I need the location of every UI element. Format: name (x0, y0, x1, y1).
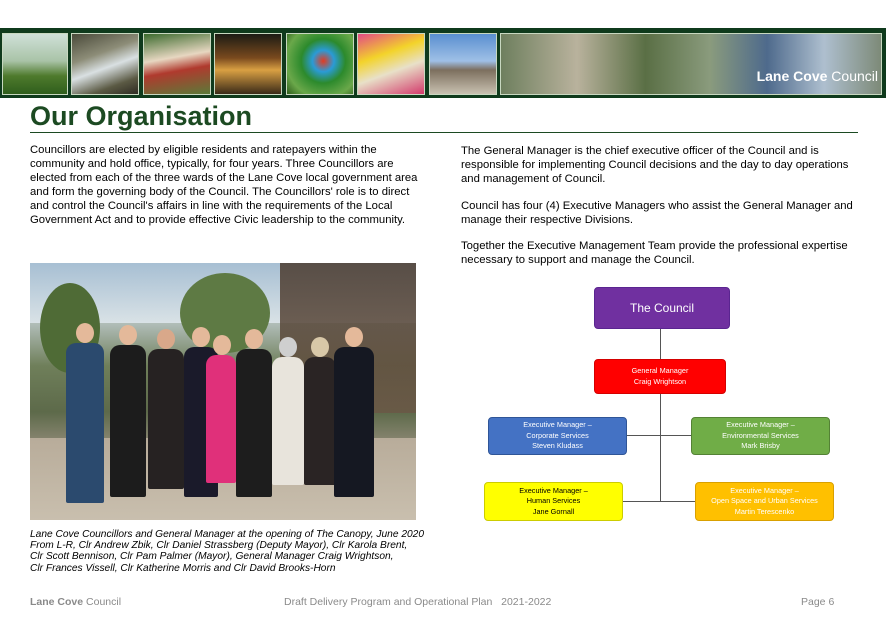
photo-person-head (157, 329, 175, 349)
banner-photo-festival (143, 33, 211, 95)
org-box-label: Jane Gornall (532, 506, 575, 516)
photo-person-head (311, 337, 329, 357)
photo-person-head (192, 327, 210, 347)
org-box-label: Human Services (526, 496, 581, 506)
photo-person (272, 357, 304, 485)
photo-person-head (245, 329, 263, 349)
photo-person (236, 349, 272, 497)
org-box-label: Corporate Services (526, 430, 589, 440)
footer-org-light: Council (86, 596, 122, 608)
footer-org-name (30, 596, 121, 608)
org-box-label: Craig Wrightson (633, 376, 687, 386)
logo-bold-text: Lane Cove (756, 68, 828, 84)
photo-person-head (76, 323, 94, 343)
caption-line: Clr Scott Bennison, Clr Pam Palmer (Mayor), General Manager Craig Wrightson, (30, 551, 394, 563)
banner-photo-river-rocks (71, 33, 139, 95)
org-box-label: Mark Brisby (741, 441, 780, 451)
photo-person-head (279, 337, 297, 357)
photo-caption (30, 529, 430, 574)
general-manager-text (461, 144, 856, 280)
photo-person (334, 347, 374, 497)
footer-page-number: Page 6 (801, 596, 835, 608)
councillors-paragraph: Councillors are elected by eligible residents and ratepayers within the community and hold office, typically, for four years. Three Councillors are elected from each of the three wards of the Lane Cove local government area and form the governing body of the Council. The Councillors' role is to direct and control the Council's affairs in line with the requirements of the Local Government Act and to provide effective Civic leadership to the community. (30, 144, 418, 226)
org-box-label: Steven Kludass (532, 441, 583, 451)
caption-line: Clr Frances Vissell, Clr Katherine Morris and Clr David Brooks-Horn (30, 562, 336, 574)
banner-photo-golf-course (2, 33, 68, 95)
banner-photo-dancer (357, 33, 425, 95)
org-connector-lower (623, 501, 695, 502)
caption-line: From L-R, Clr Andrew Zbik, Clr Daniel Strassberg (Deputy Mayor), Clr Karola Brent, (30, 540, 408, 552)
org-box-label: Martin Terescenko (734, 506, 795, 516)
org-box-human-services (484, 482, 623, 521)
banner-photo-night-market (214, 33, 282, 95)
photo-person-head (345, 327, 363, 347)
footer-document-title (284, 596, 551, 608)
org-box-the-council (594, 287, 730, 329)
org-box-label: The Council (629, 300, 695, 315)
org-box-corporate-services (488, 417, 627, 455)
org-box-label: Open Space and Urban Services (711, 496, 818, 506)
org-connector-upper (627, 435, 691, 436)
executive-team-paragraph: Together the Executive Management Team provide the professional expertise necessary to support and manage the Council. (461, 240, 848, 266)
org-box-label: Executive Manager – (726, 420, 795, 430)
banner-photo-lorikeet (286, 33, 354, 95)
photo-person (66, 343, 104, 503)
org-box-environmental-services (691, 417, 830, 455)
title-divider (30, 132, 858, 133)
footer-years: 2021-2022 (501, 596, 552, 608)
photo-person (148, 349, 184, 489)
footer-doc-title: Draft Delivery Program and Operational Plan (284, 596, 493, 608)
org-box-label: General Manager (631, 366, 689, 375)
photo-person-head (213, 335, 231, 355)
executive-managers-paragraph: Council has four (4) Executive Managers who assist the General Manager and manage their respective Divisions. (461, 199, 853, 226)
photo-person-head (119, 325, 137, 345)
councillors-group-photo (30, 263, 416, 520)
banner-photo-building (429, 33, 497, 95)
page-title: Our Organisation (30, 101, 253, 131)
photo-person (110, 345, 146, 497)
org-box-label: Executive Manager – (730, 485, 799, 495)
org-box-label: Executive Manager – (523, 420, 592, 430)
org-box-open-space-urban-services (695, 482, 834, 521)
photo-person (304, 357, 336, 485)
gm-role-paragraph: The General Manager is the chief executive officer of the Council and is responsible for implementing Council decisions and the day to day operations and management of Council. (461, 145, 849, 185)
photo-person (206, 355, 236, 483)
footer-org-bold: Lane Cove (30, 596, 84, 608)
org-box-label: Executive Manager – (519, 485, 588, 495)
org-box-label: Environmental Services (722, 430, 799, 440)
council-logo (757, 66, 878, 86)
org-connector-vertical (660, 329, 661, 502)
caption-line: Lane Cove Councillors and General Manager at the opening of The Canopy, June 2020 (30, 529, 424, 540)
org-box-general-manager (594, 359, 726, 394)
logo-light-text: Council (831, 68, 878, 84)
